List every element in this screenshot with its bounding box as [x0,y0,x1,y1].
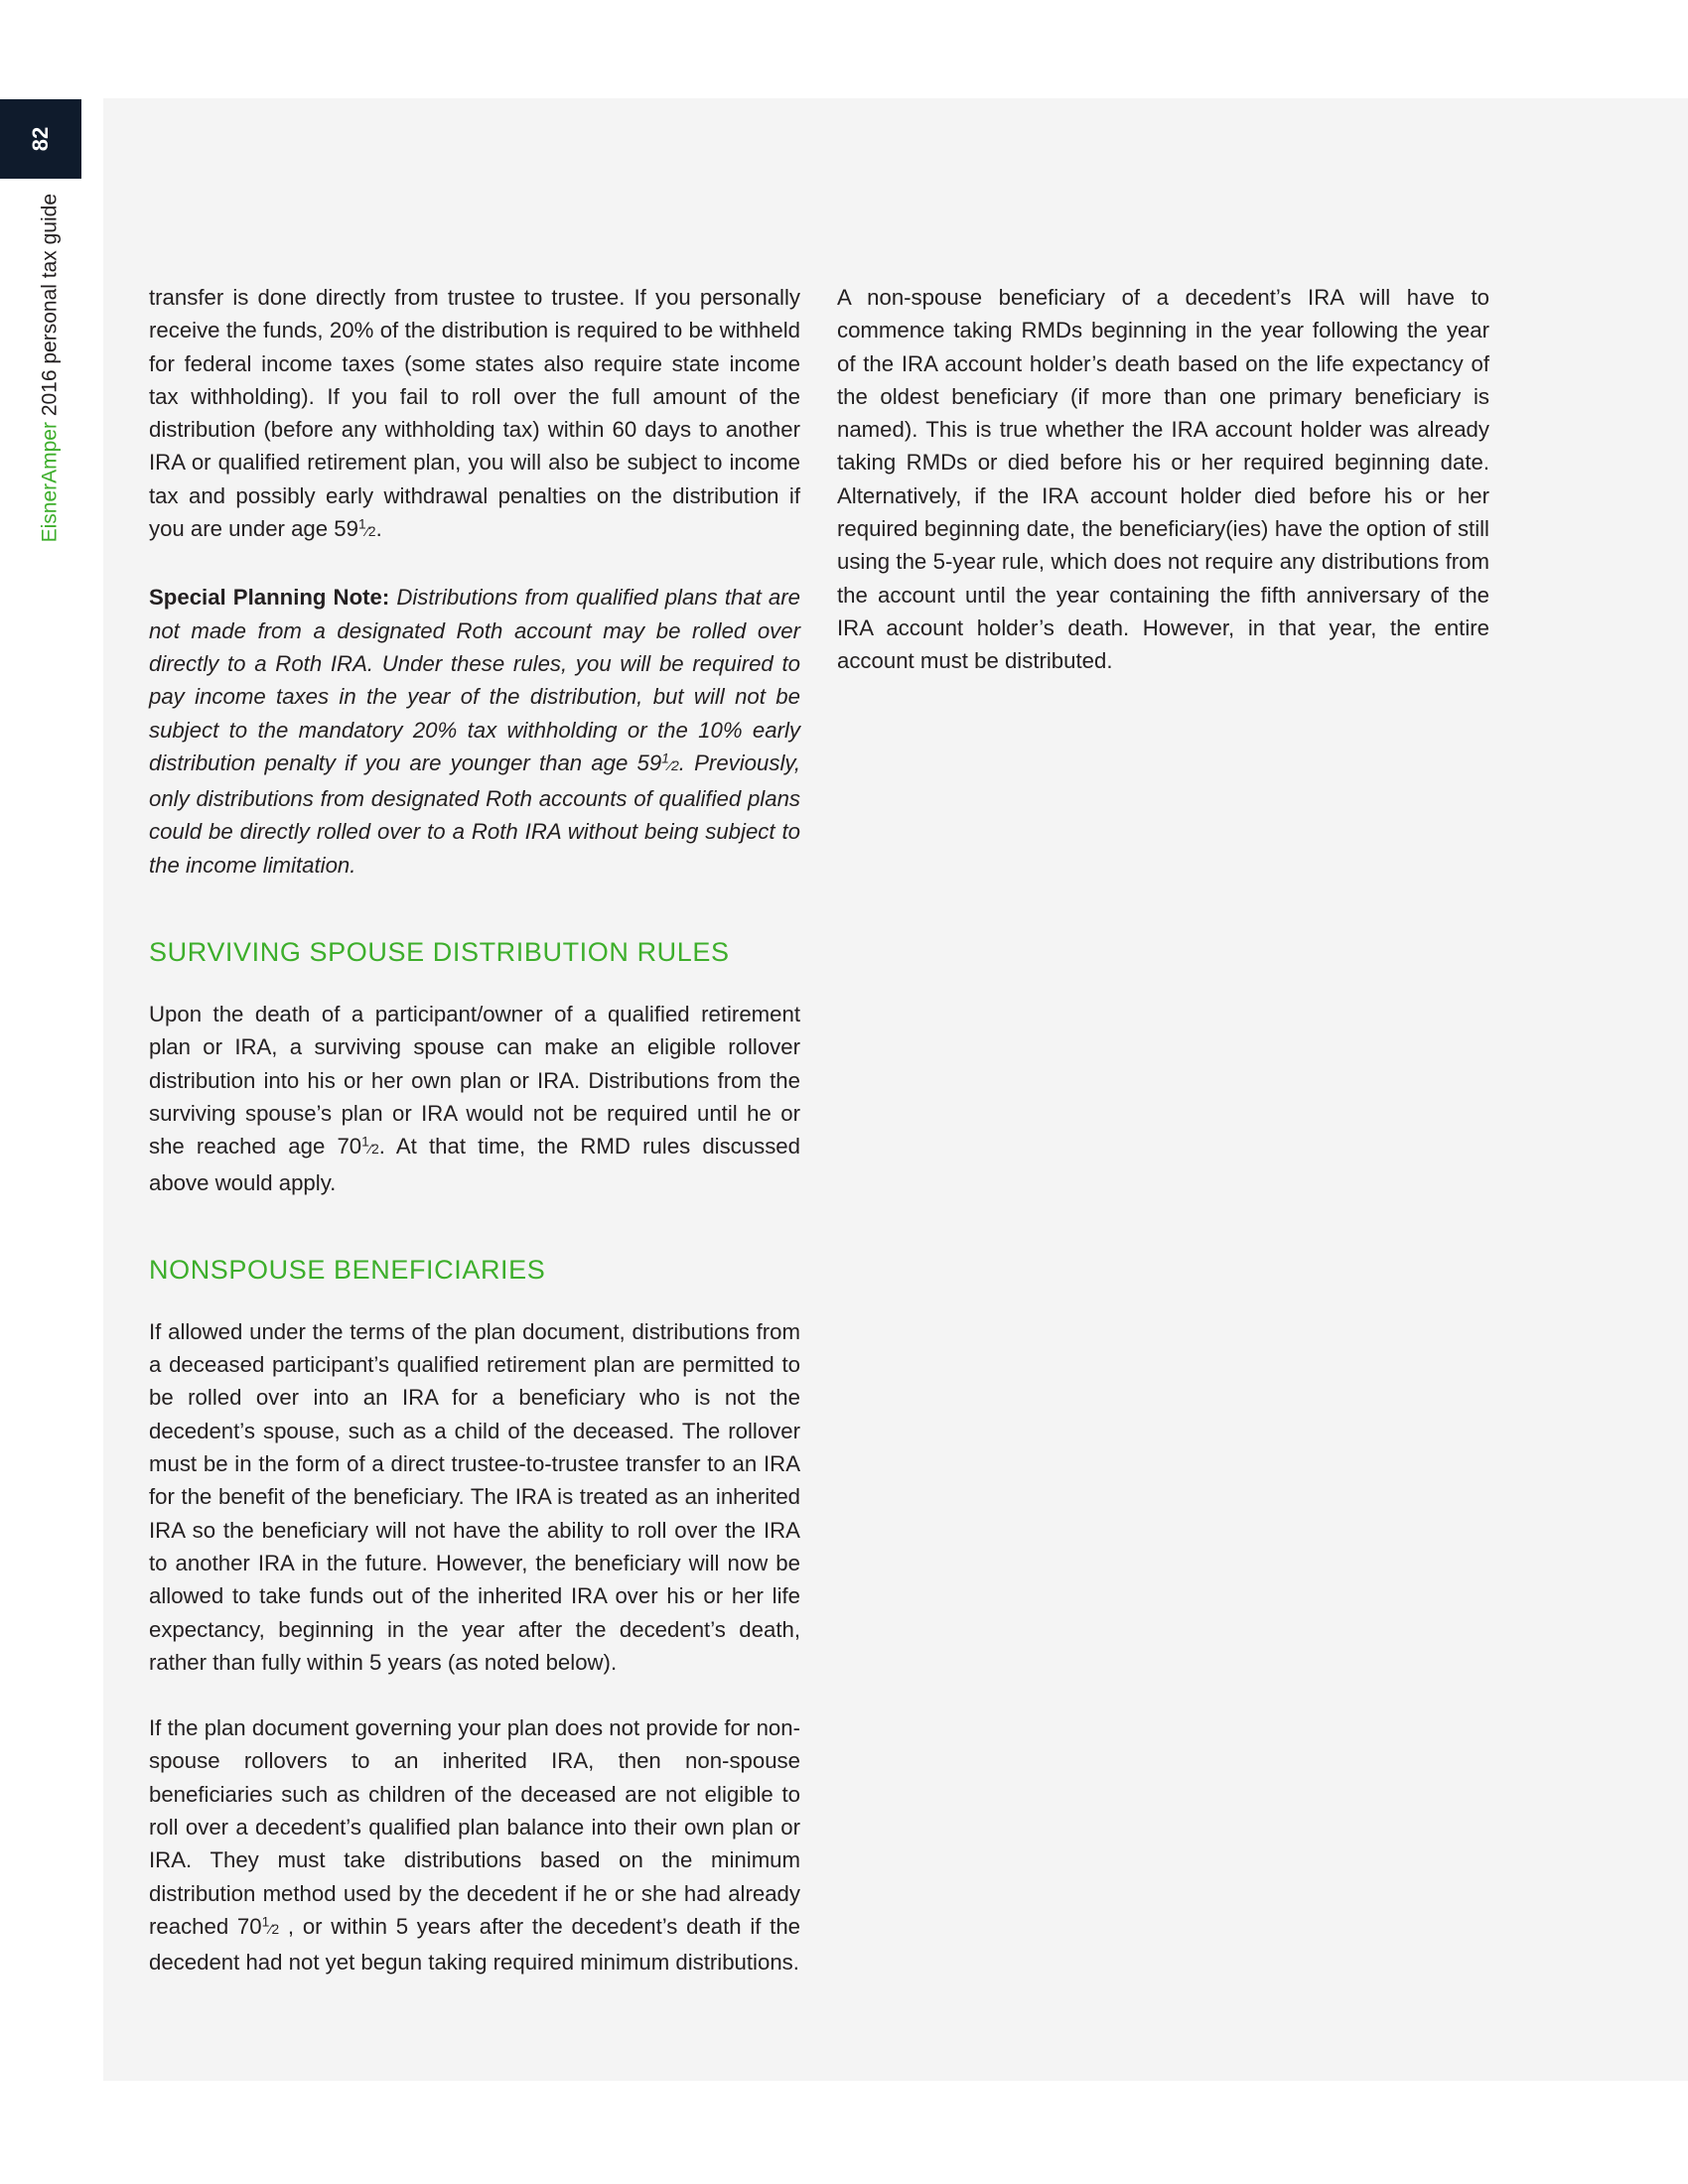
nonspouse-paragraph-2: If the plan document governing your plan does not provide for non-spouse rollovers to an inherited IRA, then non-spouse beneficiaries such as children of the deceased are not eligible to roll over a decedent’s qualified plan balance into their own plan or IRA. They must take distributions based on the minimum distribution method used by the decedent if he or she had already reached $70^1⁄2$ , or within 5 years after the decedent’s death if the decedent had not yet begun taking required minimum distributions. [149,1715,801,1976]
nonspouse-beneficiaries-heading: NONSPOUSE BENEFICIARIES [149,1254,546,1285]
special-planning-note: Special Planning Note: Distributions from qualified plans that are not made from a designated Roth account may be rolled over directly to a Roth IRA. Under these rules, you will be required to pay income taxes in the year of the distribution, but will not be subject to the mandatory 20% tax withholding or the 10% early distribution penalty if you are younger than age $59^1⁄2$. Previously, only distributions from designated Roth accounts of qualified plans could be directly rolled over to a Roth IRA without being subject to the income limitation. [149,585,800,878]
surviving-spouse-paragraph: Upon the death of a participant/owner of a qualified retirement plan or IRA, a surviving spouse can make an eligible rollover distribution into his or her own plan or IRA. Distributions from the surviving spouse’s plan or IRA would not be required until he or she reached age $70^1⁄2$. At that time, the RMD rules discussed above would apply. [149,1002,800,1195]
guide-title: 2016 personal tax guide [38,194,61,417]
page-number: 82 [27,126,53,152]
left-column [149,281,800,1979]
special-planning-note-label: Special Planning Note: [149,585,390,611]
running-head-text [36,194,64,542]
right-column [837,281,1489,678]
nonspouse-paragraph-1: If allowed under the terms of the plan document, distributions from a deceased participant’s qualified retirement plan are permitted to be rolled over into an IRA for a beneficiary who is not the decedent’s spouse, such as a child of the deceased. The rollover must be in the form of a direct trustee-to-trustee transfer to an IRA for the benefit of the beneficiary. The IRA is treated as an inherited IRA so the beneficiary will not have the ability to roll over the IRA to another IRA in the future. However, the beneficiary will now be allowed to take funds out of the inherited IRA over his or her life expectancy, beginning in the year after the decedent’s death, rather than fully within 5 years (as noted below). [149,1318,800,1675]
page-number-tab [0,99,81,179]
non-spouse-ira-paragraph: A non-spouse beneficiary of a decedent’s IRA will have to commence taking RMDs beginning in the year following the year of the IRA account holder’s death based on the life expectancy of the oldest beneficiary (if more than one primary beneficiary is named). This is true whether the IRA account holder was already taking RMDs or died before his or her required beginning date. Alternatively, if the IRA account holder died before his or her required beginning date, the beneficiary(ies) have the option of still using the 5-year rule, which does not require any distributions from the account until the year containing the fifth anniversary of the IRA account holder’s death. However, in that year, the entire account must be distributed. [837,285,1489,674]
surviving-spouse-heading: SURVIVING SPOUSE DISTRIBUTION RULES [149,937,730,968]
brand-name: EisnerAmper [38,422,61,543]
fraction-one-half: $^1$⁄2 [361,1134,379,1158]
fraction-one-half: $^1$⁄2 [661,751,679,773]
fraction-one-half: $^1$⁄2 [261,1914,280,1937]
intro-paragraph: transfer is done directly from trustee to trustee. If you personally receive the funds, 20% of the distribution is required to be withheld for federal income taxes (some states also require state income tax withholding). If you fail to roll over the full amount of the distribution (before any withholding tax) within 60 days to another IRA or qualified retirement plan, you will also be subject to income tax and possibly early withdrawal penalties on the distribution if you are under age $59^1⁄2$. [149,285,800,542]
fraction-one-half: $^1$⁄2 [357,516,376,540]
